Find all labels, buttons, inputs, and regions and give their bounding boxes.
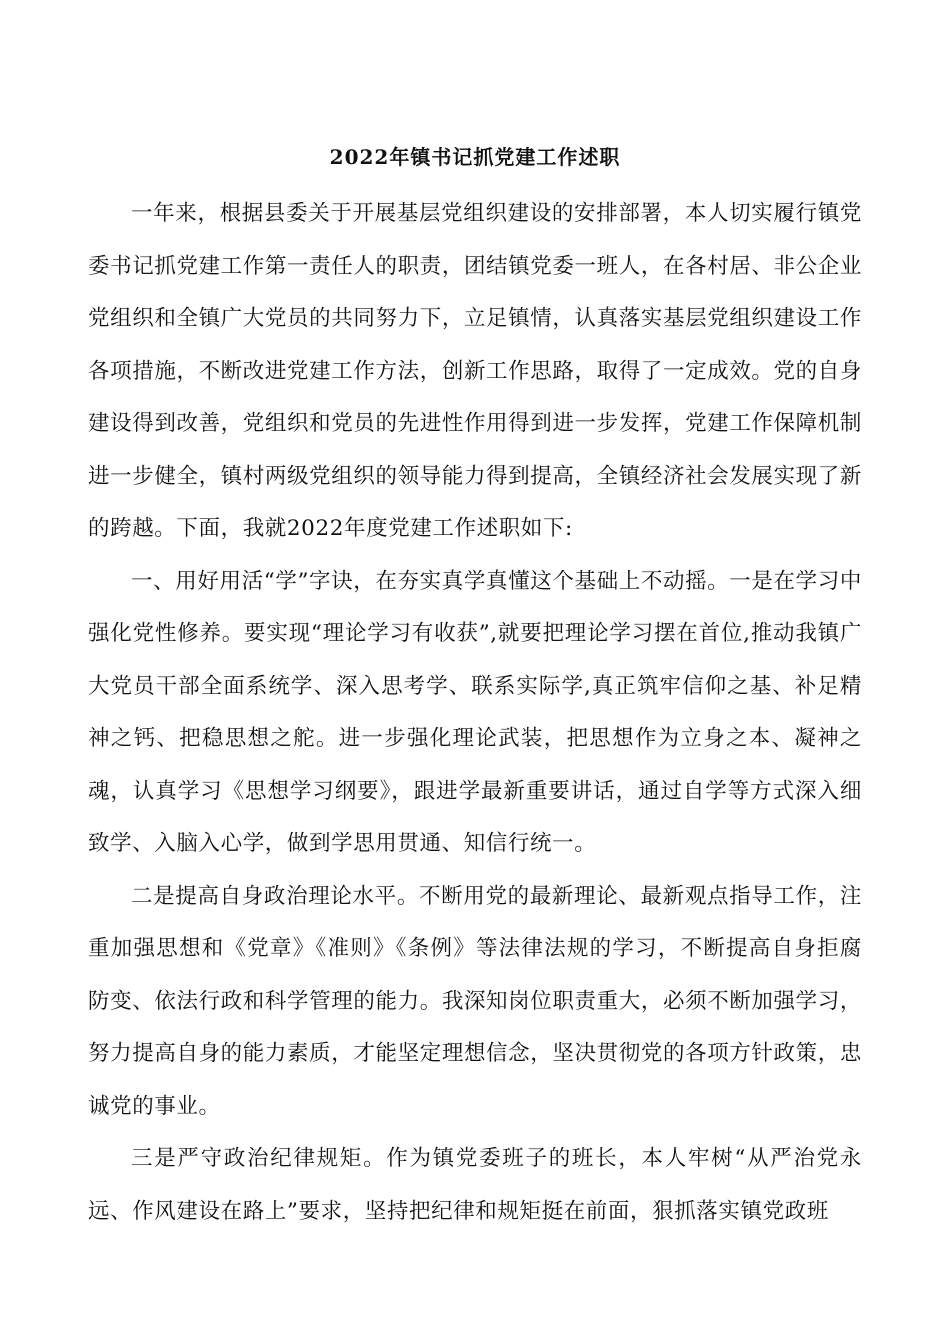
document-title: 2022年镇书记抓党建工作述职: [329, 145, 621, 169]
paragraph-theory: 二是提高自身政治理论水平。不断用党的最新理论、最新观点指导工作，注重加强思想和《党章》《准则》《条例》等法律法规的学习，不断提高自身拒腐防变、依法行政和科学管理的能力。我深知岗位职责重大，必须不断加强学习，努力提高自身的能力素质，才能坚定理想信念，坚决贯彻党的各项方针政策，忠诚党的事业。: [88, 883, 862, 1119]
paragraph-study: 一、用好用活“学”字诀，在夯实真学真懂这个基础上不动摇。一是在学习中强化党性修养。要实现“理论学习有收获”,就要把理论学习摆在首位,推动我镇广大党员干部全面系统学、深入思考学、联系实际学,真正筑牢信仰之基、补足精神之钙、把稳思想之舵。进一步强化理论武装，把思想作为立身之本、凝神之魂，认真学习《思想学习纲要》，跟进学最新重要讲话，通过自学等方式深入细致学、入脑入心学，做到学思用贯通、知信行统一。: [88, 568, 862, 856]
paragraph-intro: 一年来，根据县委关于开展基层党组织建设的安排部署，本人切实履行镇党委书记抓党建工作第一责任人的职责，团结镇党委一班人，在各村居、非公企业党组织和全镇广大党员的共同努力下，立足镇情，认真落实基层党组织建设工作各项措施，不断改进党建工作方法，创新工作思路，取得了一定成效。党的自身建设得到改善，党组织和党员的先进性作用得到进一步发挥，党建工作保障机制进一步健全，镇村两级党组织的领导能力得到提高，全镇经济社会发展实现了新的跨越。下面，我就2022年度党建工作述职如下:: [88, 201, 862, 541]
paragraph-discipline: 三是严守政治纪律规矩。作为镇党委班子的班长，本人牢树“从严治党永远、作风建设在路上”要求，坚持把纪律和规矩挺在前面，狠抓落实镇党政班: [88, 1146, 862, 1224]
document-body: [88, 188, 862, 1238]
